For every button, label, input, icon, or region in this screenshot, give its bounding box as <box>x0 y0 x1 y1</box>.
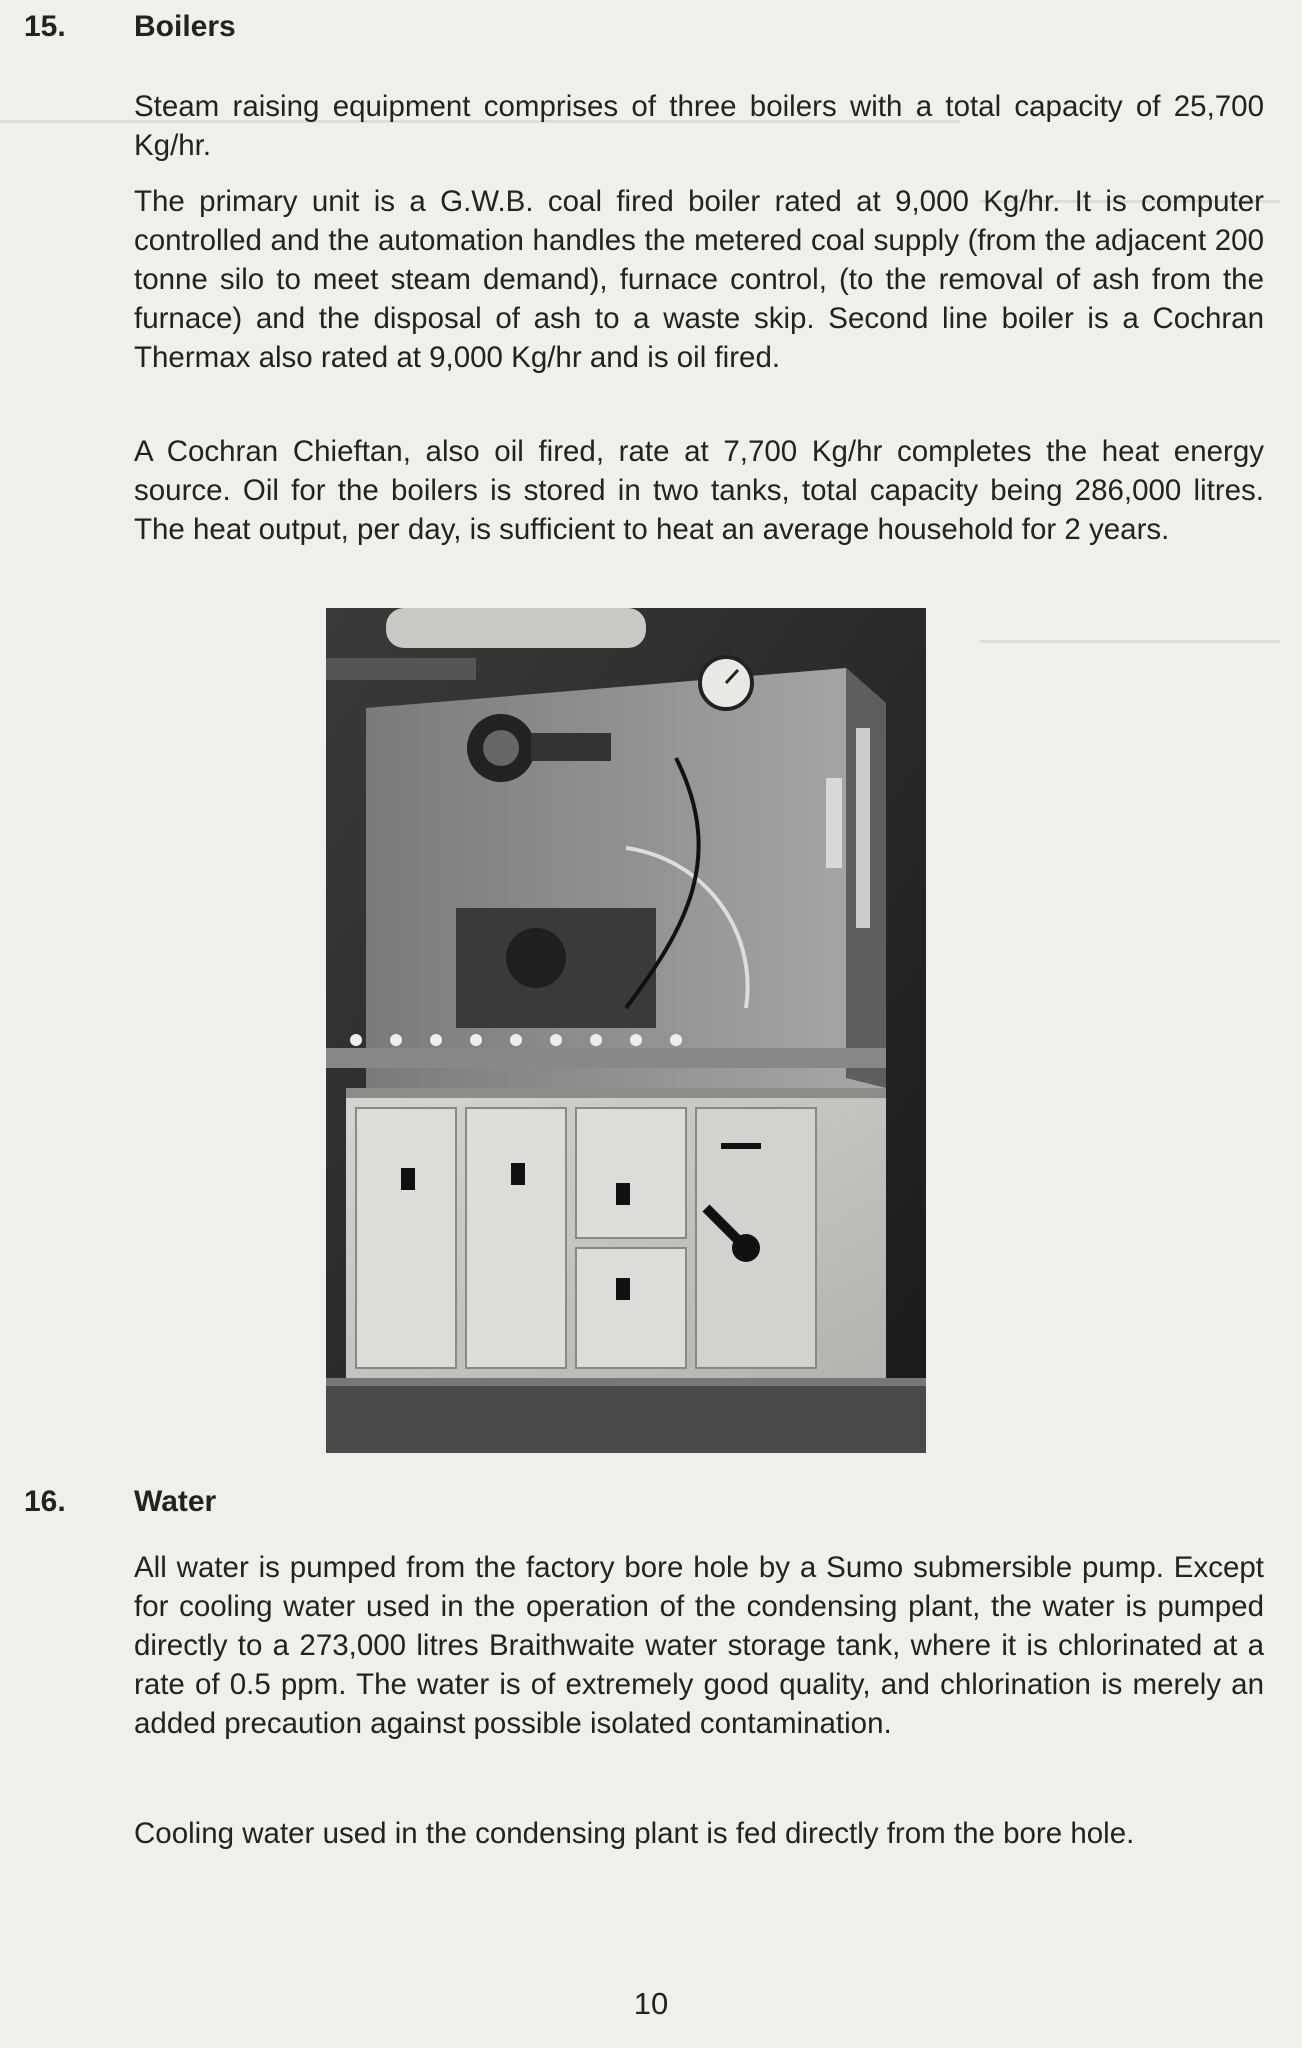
water-paragraph-1: All water is pumped from the factory bore hole by a Sumo submersible pump. Except for cooling water used in the operation of the condensing plant, the water is pumped directly to a 273,000 litres Braithwaite water storage tank, where it is chlorinated at a rate of 0.5 ppm. The water is of extremely good quality, and chlorination is merely an added precaution against possible isolated contamination. <box>134 1551 1264 1740</box>
boiler-photo-illustration <box>326 608 926 1453</box>
boilers-paragraph-3: A Cochran Chieftan, also oil fired, rate at 7,700 Kg/hr completes the heat energy source. Oil for the boilers is stored in two tanks, total capacity being 286,000 litres. The heat output, per day, is sufficient to heat an average household for 2 years. <box>134 435 1264 546</box>
boilers-paragraph-2: The primary unit is a G.W.B. coal fired boiler rated at 9,000 Kg/hr. It is computer controlled and the automation handles the metered coal supply (from the adjacent 200 tonne silo to meet steam demand), furnace control, (to the removal of ash from the furnace) and the disposal of ash to a waste skip. Second line boiler is a Cochran Thermax also rated at 9,000 Kg/hr and is oil fired. <box>134 185 1264 374</box>
section-number: 15. <box>24 10 66 43</box>
bleed-through-rule <box>980 640 1280 643</box>
boilers-paragraph-1: Steam raising equipment comprises of three boilers with a total capacity of 25,700 Kg/hr. <box>134 90 1264 162</box>
section-title-boilers: Boilers <box>134 10 236 43</box>
section-number: 16. <box>24 1485 66 1518</box>
boiler-photo <box>326 608 926 1453</box>
water-paragraph-2: Cooling water used in the condensing plant is fed directly from the bore hole. <box>134 1817 1135 1850</box>
page-number: 10 <box>633 1986 669 2021</box>
section-title-water: Water <box>134 1485 217 1518</box>
